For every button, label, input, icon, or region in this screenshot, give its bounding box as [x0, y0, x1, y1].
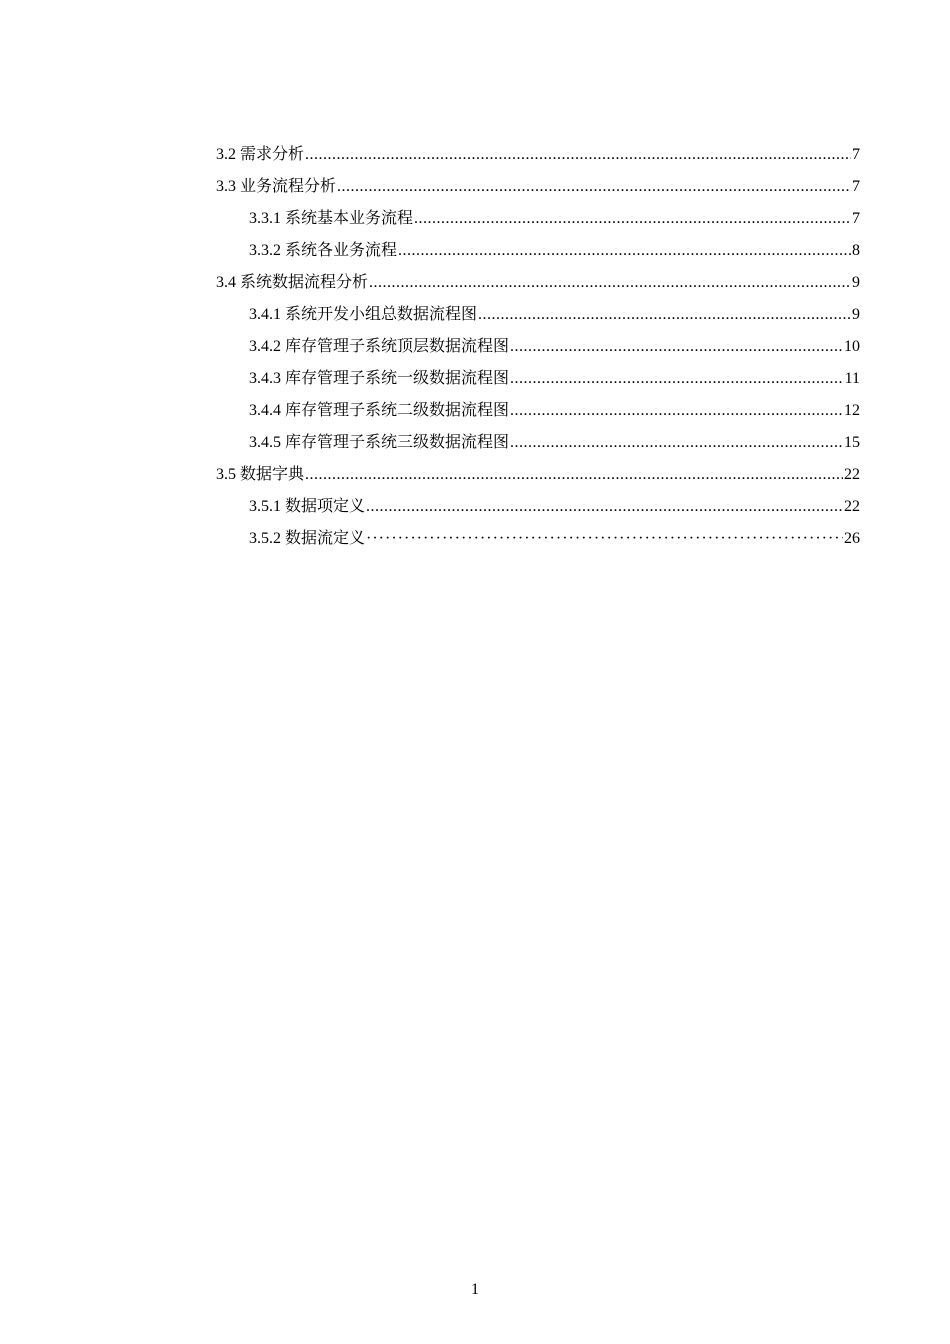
toc-entry-3-3-1[interactable] [249, 207, 860, 231]
toc-entry-3-4-3[interactable] [249, 367, 860, 391]
toc-entry-3-3-2[interactable] [249, 239, 860, 263]
toc-entry-3-4-5[interactable] [249, 431, 860, 455]
toc-entry-title: 3.4.1 系统开发小组总数据流程图 [249, 306, 478, 323]
toc-entry-title: 3.3 业务流程分析 [216, 178, 337, 195]
toc-entry-title: 3.4.4 库存管理子系统二级数据流程图 [249, 402, 510, 419]
toc-dot-leader [369, 271, 851, 295]
toc-entry-3-4-2[interactable] [249, 335, 860, 359]
toc-entry-title: 3.4.2 库存管理子系统顶层数据流程图 [249, 338, 510, 355]
toc-page-number: 12 [844, 402, 860, 419]
toc-dot-leader [337, 175, 851, 199]
toc-page-number: 11 [844, 370, 860, 387]
toc-dot-leader [398, 239, 851, 263]
toc-entry-3-4-1[interactable] [249, 303, 860, 327]
toc-page-number: 9 [852, 306, 860, 323]
toc-entry-title: 3.2 需求分析 [216, 146, 305, 163]
toc-entry-title: 3.3.1 系统基本业务流程 [249, 210, 414, 227]
toc-entry-3-4-4[interactable] [249, 399, 860, 423]
toc-page-number: 22 [844, 466, 860, 483]
toc-entry-title: 3.4.5 库存管理子系统三级数据流程图 [249, 434, 510, 451]
toc-dot-leader [478, 303, 851, 327]
toc-dot-leader [305, 143, 851, 167]
toc-page-number: 9 [852, 274, 860, 291]
toc-page-number: 26 [844, 530, 860, 547]
toc-dot-leader [414, 207, 851, 231]
toc-dot-leader [510, 399, 843, 423]
toc-entry-3-5[interactable] [216, 463, 860, 487]
toc-dot-leader [510, 335, 843, 359]
toc-dot-leader [510, 367, 844, 391]
toc-entry-title: 3.4 系统数据流程分析 [216, 274, 369, 291]
footer-page-number: 1 [471, 1281, 479, 1298]
toc-entry-title: 3.5 数据字典 [216, 466, 305, 483]
toc-page-number: 7 [852, 146, 860, 163]
toc-page-number: 7 [852, 178, 860, 195]
toc-entry-3-5-2[interactable] [249, 527, 860, 551]
toc-entry-title: 3.3.2 系统各业务流程 [249, 242, 398, 259]
toc-entry-title: 3.5.2 数据流定义 [249, 530, 366, 547]
toc-page-number: 8 [852, 242, 860, 259]
toc-dot-leader [366, 527, 843, 551]
toc-entry-3-5-1[interactable] [249, 495, 860, 519]
toc-page-number: 7 [852, 210, 860, 227]
toc-page-number: 15 [844, 434, 860, 451]
toc-entry-3-4[interactable] [216, 271, 860, 295]
toc-dot-leader [305, 463, 843, 487]
toc-entry-3-2[interactable] [216, 143, 860, 167]
toc-dot-leader [366, 495, 843, 519]
toc-page-number: 22 [844, 498, 860, 515]
toc-entry-3-3[interactable] [216, 175, 860, 199]
toc-entry-title: 3.4.3 库存管理子系统一级数据流程图 [249, 370, 510, 387]
toc-entry-title: 3.5.1 数据项定义 [249, 498, 366, 515]
toc-dot-leader [510, 431, 843, 455]
toc-page-number: 10 [844, 338, 860, 355]
